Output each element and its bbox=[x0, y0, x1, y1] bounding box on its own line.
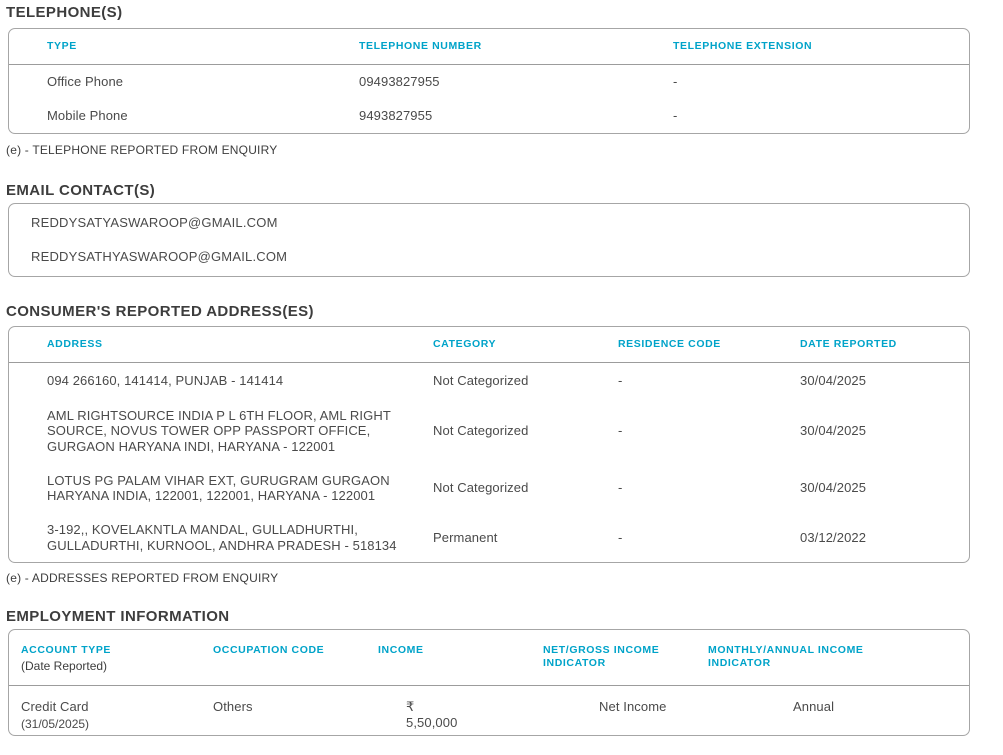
category-cell: Not Categorized bbox=[433, 480, 529, 496]
table-row bbox=[9, 463, 969, 513]
phone-extension-cell: - bbox=[673, 108, 678, 124]
account-type-date: (31/05/2025) bbox=[21, 716, 90, 731]
addresses-col-date-reported: DATE REPORTED bbox=[800, 338, 897, 350]
table-row bbox=[9, 686, 969, 735]
account-type-value: Credit Card bbox=[21, 699, 89, 714]
telephones-col-number: TELEPHONE NUMBER bbox=[359, 40, 482, 52]
phone-extension-cell: - bbox=[673, 74, 678, 90]
emails-section-title: EMAIL CONTACT(S) bbox=[6, 182, 156, 199]
address-cell: AML RIGHTSOURCE INDIA P L 6TH FLOOR, AML RIGHT SOURCE, NOVUS TOWER OPP PASSPORT OFFICE, GURGAON HARYANA INDI, HARYANA - 122001 bbox=[47, 407, 391, 454]
employment-table bbox=[8, 629, 970, 736]
date-reported-cell: 03/12/2022 bbox=[800, 529, 867, 545]
email-value: REDDYSATYASWAROOP@GMAIL.COM bbox=[31, 215, 278, 231]
telephones-col-type: TYPE bbox=[47, 40, 77, 52]
table-row bbox=[9, 99, 969, 133]
employment-col-occupation: OCCUPATION CODE bbox=[213, 644, 325, 656]
addresses-header-row bbox=[9, 327, 969, 363]
residence-code-cell: - bbox=[618, 423, 623, 439]
employment-col-account-type-sub: (Date Reported) bbox=[21, 659, 108, 673]
address-cell: 094 266160, 141414, PUNJAB - 141414 bbox=[47, 373, 284, 389]
telephones-table bbox=[8, 28, 970, 134]
address-cell: LOTUS PG PALAM VIHAR EXT, GURUGRAM GURGAON HARYANA INDIA, 122001, 122001, HARYANA - 122001 bbox=[47, 472, 390, 503]
list-item bbox=[9, 240, 969, 274]
rupee-currency-symbol: ₹ bbox=[406, 699, 415, 714]
table-row bbox=[9, 399, 969, 463]
addresses-col-address: ADDRESS bbox=[47, 338, 103, 350]
employment-col-net-gross: NET/GROSS INCOME INDICATOR bbox=[543, 644, 660, 669]
date-reported-cell: 30/04/2025 bbox=[800, 480, 867, 496]
occupation-cell: Others bbox=[213, 699, 253, 714]
date-reported-cell: 30/04/2025 bbox=[800, 373, 867, 389]
addresses-col-category: CATEGORY bbox=[433, 338, 497, 350]
net-gross-cell: Net Income bbox=[599, 699, 667, 714]
employment-col-monthly-annual: MONTHLY/ANNUAL INCOME INDICATOR bbox=[708, 644, 864, 669]
table-row bbox=[9, 65, 969, 99]
employment-col-income: INCOME bbox=[378, 644, 424, 656]
category-cell: Permanent bbox=[433, 529, 498, 545]
monthly-annual-cell: Annual bbox=[793, 699, 835, 714]
income-value: 5,50,000 bbox=[406, 714, 458, 730]
account-type-cell bbox=[9, 699, 213, 732]
email-value: REDDYSATHYASWAROOP@GMAIL.COM bbox=[31, 249, 288, 265]
addresses-footnote: (e) - ADDRESSES REPORTED FROM ENQUIRY bbox=[6, 571, 279, 585]
list-item bbox=[9, 206, 969, 240]
emails-list bbox=[8, 203, 970, 277]
category-cell: Not Categorized bbox=[433, 423, 529, 439]
address-cell: 3-192,, KOVELAKNTLA MANDAL, GULLADHURTHI, GULLADURTHI, KURNOOL, ANDHRA PRADESH - 518134 bbox=[47, 522, 397, 553]
addresses-table bbox=[8, 326, 970, 563]
telephones-header-row bbox=[9, 29, 969, 65]
telephones-section-title: TELEPHONE(S) bbox=[6, 4, 123, 21]
addresses-section-title: CONSUMER'S REPORTED ADDRESS(ES) bbox=[6, 303, 314, 320]
date-reported-cell: 30/04/2025 bbox=[800, 423, 867, 439]
phone-number-cell: 9493827955 bbox=[359, 108, 433, 124]
employment-col-account-type bbox=[9, 644, 213, 674]
addresses-col-residence-code: RESIDENCE CODE bbox=[618, 338, 721, 350]
employment-col-account-type-label: ACCOUNT TYPE bbox=[21, 644, 112, 656]
phone-number-cell: 09493827955 bbox=[359, 74, 440, 90]
residence-code-cell: - bbox=[618, 373, 623, 389]
residence-code-cell: - bbox=[618, 529, 623, 545]
telephones-col-extension: TELEPHONE EXTENSION bbox=[673, 40, 813, 52]
phone-type-cell: Mobile Phone bbox=[47, 108, 128, 124]
table-row bbox=[9, 513, 969, 562]
phone-type-cell: Office Phone bbox=[47, 74, 124, 90]
telephones-footnote: (e) - TELEPHONE REPORTED FROM ENQUIRY bbox=[6, 143, 278, 157]
income-cell bbox=[406, 699, 599, 730]
employment-section-title: EMPLOYMENT INFORMATION bbox=[6, 608, 230, 625]
table-row bbox=[9, 363, 969, 399]
residence-code-cell: - bbox=[618, 480, 623, 496]
category-cell: Not Categorized bbox=[433, 373, 529, 389]
employment-header-row bbox=[9, 630, 969, 686]
